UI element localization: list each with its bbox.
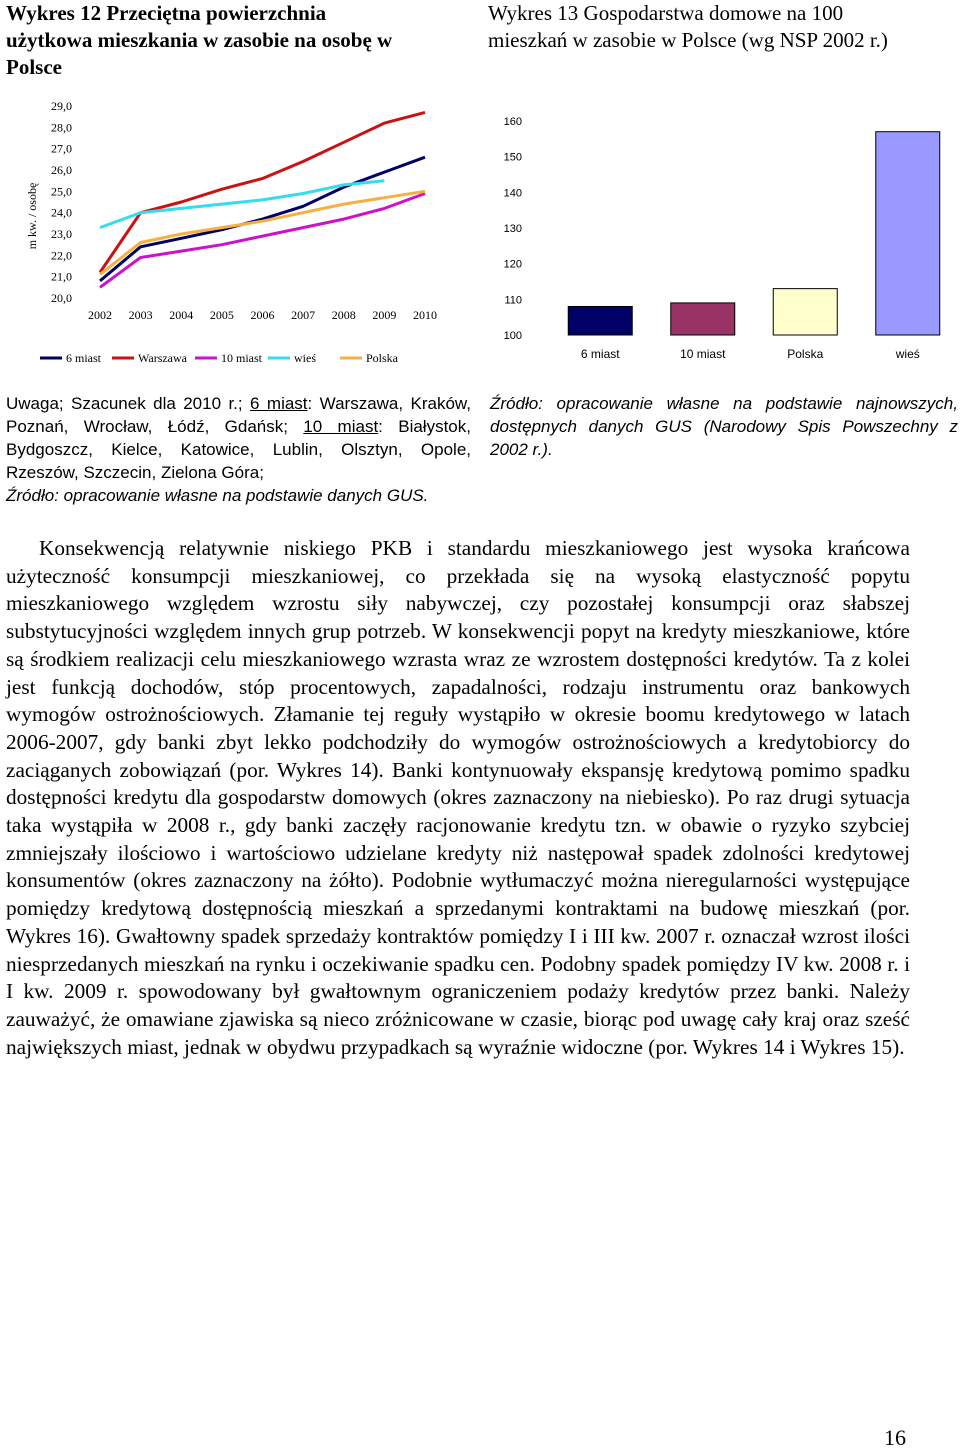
chart-left-title — [6, 0, 476, 81]
y-tick-label: 20,0 — [51, 291, 72, 305]
y-tick-label: 28,0 — [51, 120, 72, 135]
x-tick-label: 2008 — [331, 308, 356, 322]
chart-left-title-line3: Polsce — [6, 55, 62, 79]
line-chart-legend — [40, 351, 399, 365]
y-tick-label: 22,0 — [51, 248, 72, 263]
y-tick-label: 26,0 — [51, 163, 72, 177]
line-chart-x-ticks — [88, 308, 437, 322]
chart-left-note — [6, 392, 471, 507]
y-tick-label: 150 — [503, 151, 522, 164]
x-tick-label: 2002 — [88, 308, 112, 322]
line-chart-series — [100, 112, 425, 287]
y-tick-label: 100 — [503, 330, 522, 342]
bar — [773, 289, 837, 335]
note-ten-text: : Białystok, Bydgoszcz, Kielce, Katowice, Lublin, Olsztyn, Opole, Rzeszów, Szczecin, Zielona Góra; — [6, 417, 471, 482]
legend-label: 6 miast — [66, 351, 101, 365]
bar — [671, 303, 735, 335]
note-six-text: : Warszawa, Kraków, Poznań, Wrocław, Łódź, Gdańsk; — [6, 394, 471, 436]
y-tick-label: 21,0 — [51, 269, 72, 284]
y-tick-label: 140 — [503, 187, 522, 200]
y-tick-label: 29,0 — [51, 99, 72, 113]
y-tick-label: 23,0 — [51, 227, 72, 241]
y-tick-label: 160 — [503, 116, 522, 128]
bar-chart-bars — [568, 132, 940, 335]
category-label: 10 miast — [680, 347, 726, 361]
chart-right-title-line2: mieszkań w zasobie w Polsce (wg NSP 2002 r.) — [488, 28, 888, 52]
page-number: 16 — [884, 1425, 906, 1450]
chart-left-title-line1: Wykres 12 Przeciętna powierzchnia — [6, 1, 327, 25]
y-tick-label: 27,0 — [51, 141, 72, 156]
x-tick-label: 2003 — [128, 308, 153, 322]
x-tick-label: 2005 — [209, 308, 234, 322]
bar-chart-category-labels — [581, 347, 920, 361]
y-tick-label: 120 — [503, 258, 522, 271]
y-tick-label: 110 — [504, 294, 522, 307]
note-prefix: Uwaga; Szacunek dla 2010 r.; — [6, 394, 251, 413]
chart-left-title-line2: użytkowa mieszkania w zasobie na osobę w — [6, 28, 393, 52]
line-chart-y-ticks — [51, 99, 72, 305]
series-line — [100, 112, 425, 272]
note-six-label: 6 miast — [250, 394, 308, 413]
legend-label: Warszawa — [138, 351, 188, 365]
bar — [876, 132, 940, 335]
category-label: Polska — [787, 347, 824, 361]
legend-label: Polska — [366, 351, 399, 365]
chart-left-source: Źródło: opracowanie własne na podstawie danych GUS. — [6, 486, 429, 505]
legend-label: 10 miast — [221, 351, 262, 365]
x-tick-label: 2006 — [250, 308, 275, 322]
series-line — [100, 191, 425, 274]
legend-label: wieś — [294, 351, 316, 365]
category-label: wieś — [895, 347, 920, 361]
y-tick-label: 130 — [503, 223, 522, 235]
y-tick-label: 24,0 — [51, 205, 72, 220]
x-tick-label: 2010 — [413, 308, 437, 322]
x-tick-label: 2009 — [372, 308, 397, 322]
bar — [568, 306, 632, 335]
x-tick-label: 2007 — [291, 308, 316, 322]
bar-chart-y-ticks — [504, 116, 522, 342]
line-chart-y-axis-label: m kw. / osobę — [25, 182, 39, 250]
chart-right-source: Źródło: opracowanie własne na podstawie najnowszych, dostępnych danych GUS (Narodowy Spis Powszechny z 2002 r.). — [490, 394, 958, 459]
x-tick-label: 2004 — [169, 308, 194, 322]
chart-right-title-line1: Wykres 13 Gospodarstwa domowe na 100 — [488, 1, 844, 25]
chart-right-title — [488, 0, 958, 54]
y-tick-label: 25,0 — [51, 184, 72, 199]
bar-chart — [480, 90, 960, 380]
line-chart — [0, 90, 470, 380]
body-paragraph: Konsekwencją relatywnie niskiego PKB i standardu mieszkaniowego jest wysoka krańcowa użyteczność konsumpcji mieszkaniowej, co przekłada się na wysoką elastyczność popytu mieszkaniowego względem wzrostu siły nabywczej, czy pozostałej konsumpcji oraz słabszej substytucyjności względem innych grup potrzeb. W konsekwencji popyt na kredyty mieszkaniowe, które są środkiem realizacji celu mieszkaniowego wzrasta wraz ze wzrostem dostępności kredytów. Ta z kolei jest funkcją dochodów, stóp procentowych, zapadalności, rodzaju instrumentu oraz bankowych wymogów ostrożnościowych. Złamanie tej reguły wystąpiło w okresie boomu kredytowego w latach 2006-2007, gdy banki zbyt lekko podchodziły do wymogów ostrożnościowych a kredytobiorcy do zaciąganych zobowiązań (por. Wykres 14). Banki kontynuowały ekspansję kredytową pomimo spadku dostępności kredytu dla gospodarstw domowych (okres zaznaczony na niebiesko). Po raz drugi sytuacja taka wystąpiła w 2008 r., gdy banki zaczęły racjonowanie kredytu tzn. w obawie o ryzyko szybciej zmniejszały ilościowo i wartościowo udzielane kredyty niż następował spadek zdolności kredytowej konsumentów (okres zaznaczony na żółto). Podobnie wytłumaczyć można nieregularności występujące pomiędzy kredytową dostępnością mieszkań a sprzedanymi kontraktami na budowę mieszkań (por. Wykres 16). Gwałtowny spadek sprzedaży kontraktów pomiędzy I i III kw. 2007 r. oznaczał wzrost ilości niesprzedanych mieszkań na rynku i oczekiwanie spadku cen. Podobny spadek pomiędzy IV kw. 2008 r. i I kw. 2009 r. spowodowany był gwałtownym ograniczeniem podaży kredytów przez banki. Należy zauważyć, że omawiane zjawiska są nieco zróżnicowane w czasie, biorąc pod uwagę cały kraj oraz sześć największych miast, jednak w obydwu przypadkach są wyraźnie widoczne (por. Wykres 14 i Wykres 15). — [6, 536, 910, 1059]
category-label: 6 miast — [580, 347, 620, 361]
series-line — [100, 157, 425, 281]
note-ten-label: 10 miast — [303, 417, 379, 436]
